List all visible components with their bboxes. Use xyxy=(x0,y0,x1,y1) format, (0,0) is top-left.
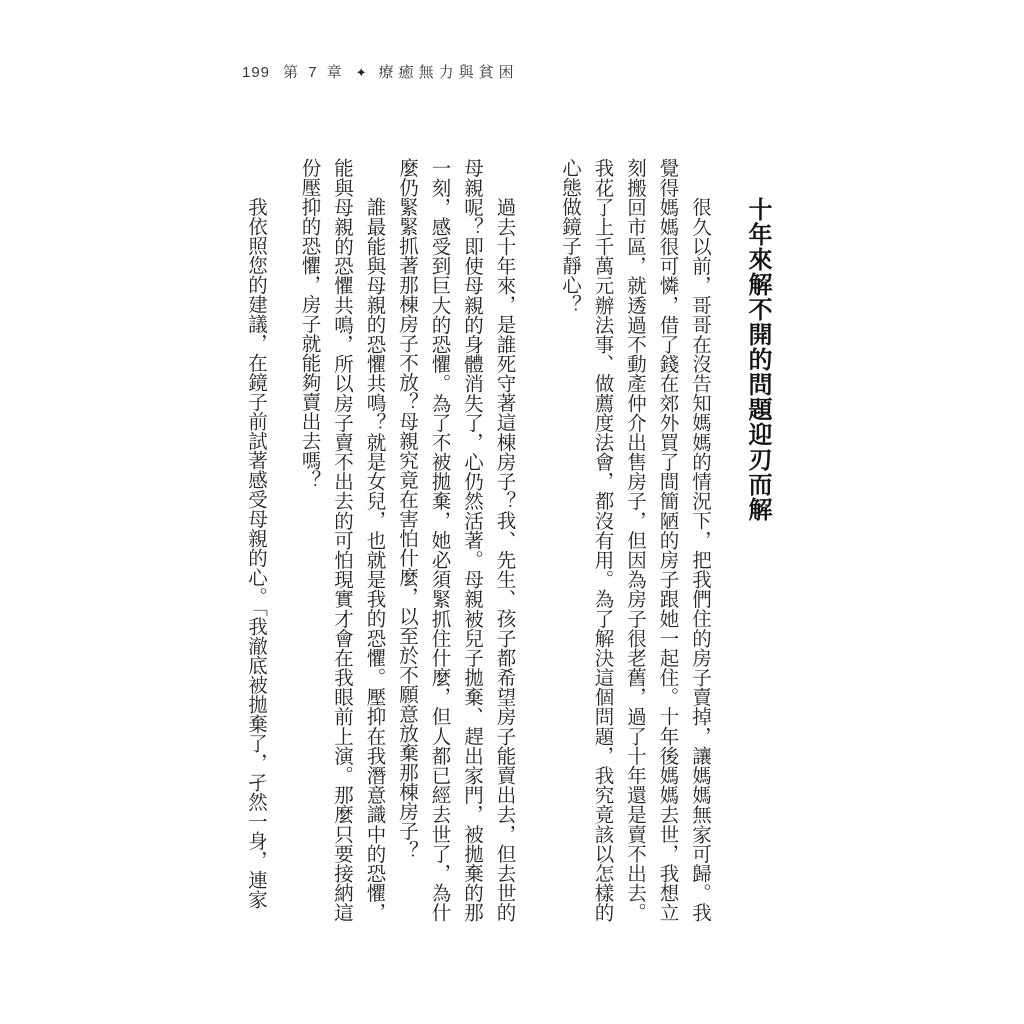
four-pointed-star-icon: ✦ xyxy=(355,65,367,80)
chapter-label: 第 7 章 xyxy=(283,64,345,81)
question-paragraph-2: 我依照您的建議，在鏡子前試著感受母親的心。「我澈底被拋棄了，孑然一身，連家 xyxy=(245,197,266,909)
page-number: 199 xyxy=(242,64,271,81)
question-paragraph-1: 很久以前，哥哥在沒告知媽媽的情況下，把我們住的房子賣掉，讓媽媽無家可歸。我覺得媽媽很可憐，借了錢在郊外買了間簡陋的房子跟她一起住。十年後媽媽去世，我想立刻搬回市區，就透過不動產仲介出售房子，但因為房子很老舊，過了十年還是賣不出去。我花了上千萬元辦法事、做薦度法會，都沒有用。為了解決這個問題，我究竟該以怎樣的心態做鏡子靜心？ xyxy=(559,158,710,922)
answer-paragraph-1: 過去十年來，是誰死守著這棟房子？我、先生、孩子都希望房子能賣出去，但去世的母親呢？即使母親的身體消失了，心仍然活著。母親被兒子拋棄、趕出家門，被拋棄的那一刻，感受到巨大的恐懼。為了不被拋棄，她必須緊抓住什麼，但人都已經去世了，為什麼仍緊緊抓著那棟房子不放？母親究竟在害怕什麼，以至於不願意放棄那棟房子？ xyxy=(396,158,515,922)
section-title: 十年來解不開的問題迎刃而解 xyxy=(744,197,770,522)
running-header xyxy=(242,64,519,82)
answer-paragraph-2: 誰最能與母親的恐懼共鳴？就是女兒，也就是我的恐懼。壓抑在我潛意識中的恐懼，能與母親的恐懼共鳴，所以房子賣不出去的可怕現實才會在我眼前上演。那麼只要接納這份壓抑的恐懼，房子就能夠賣出去嗎？ xyxy=(298,158,385,922)
chapter-title: 療癒無力與貧困 xyxy=(378,64,519,81)
article-body xyxy=(239,158,773,922)
